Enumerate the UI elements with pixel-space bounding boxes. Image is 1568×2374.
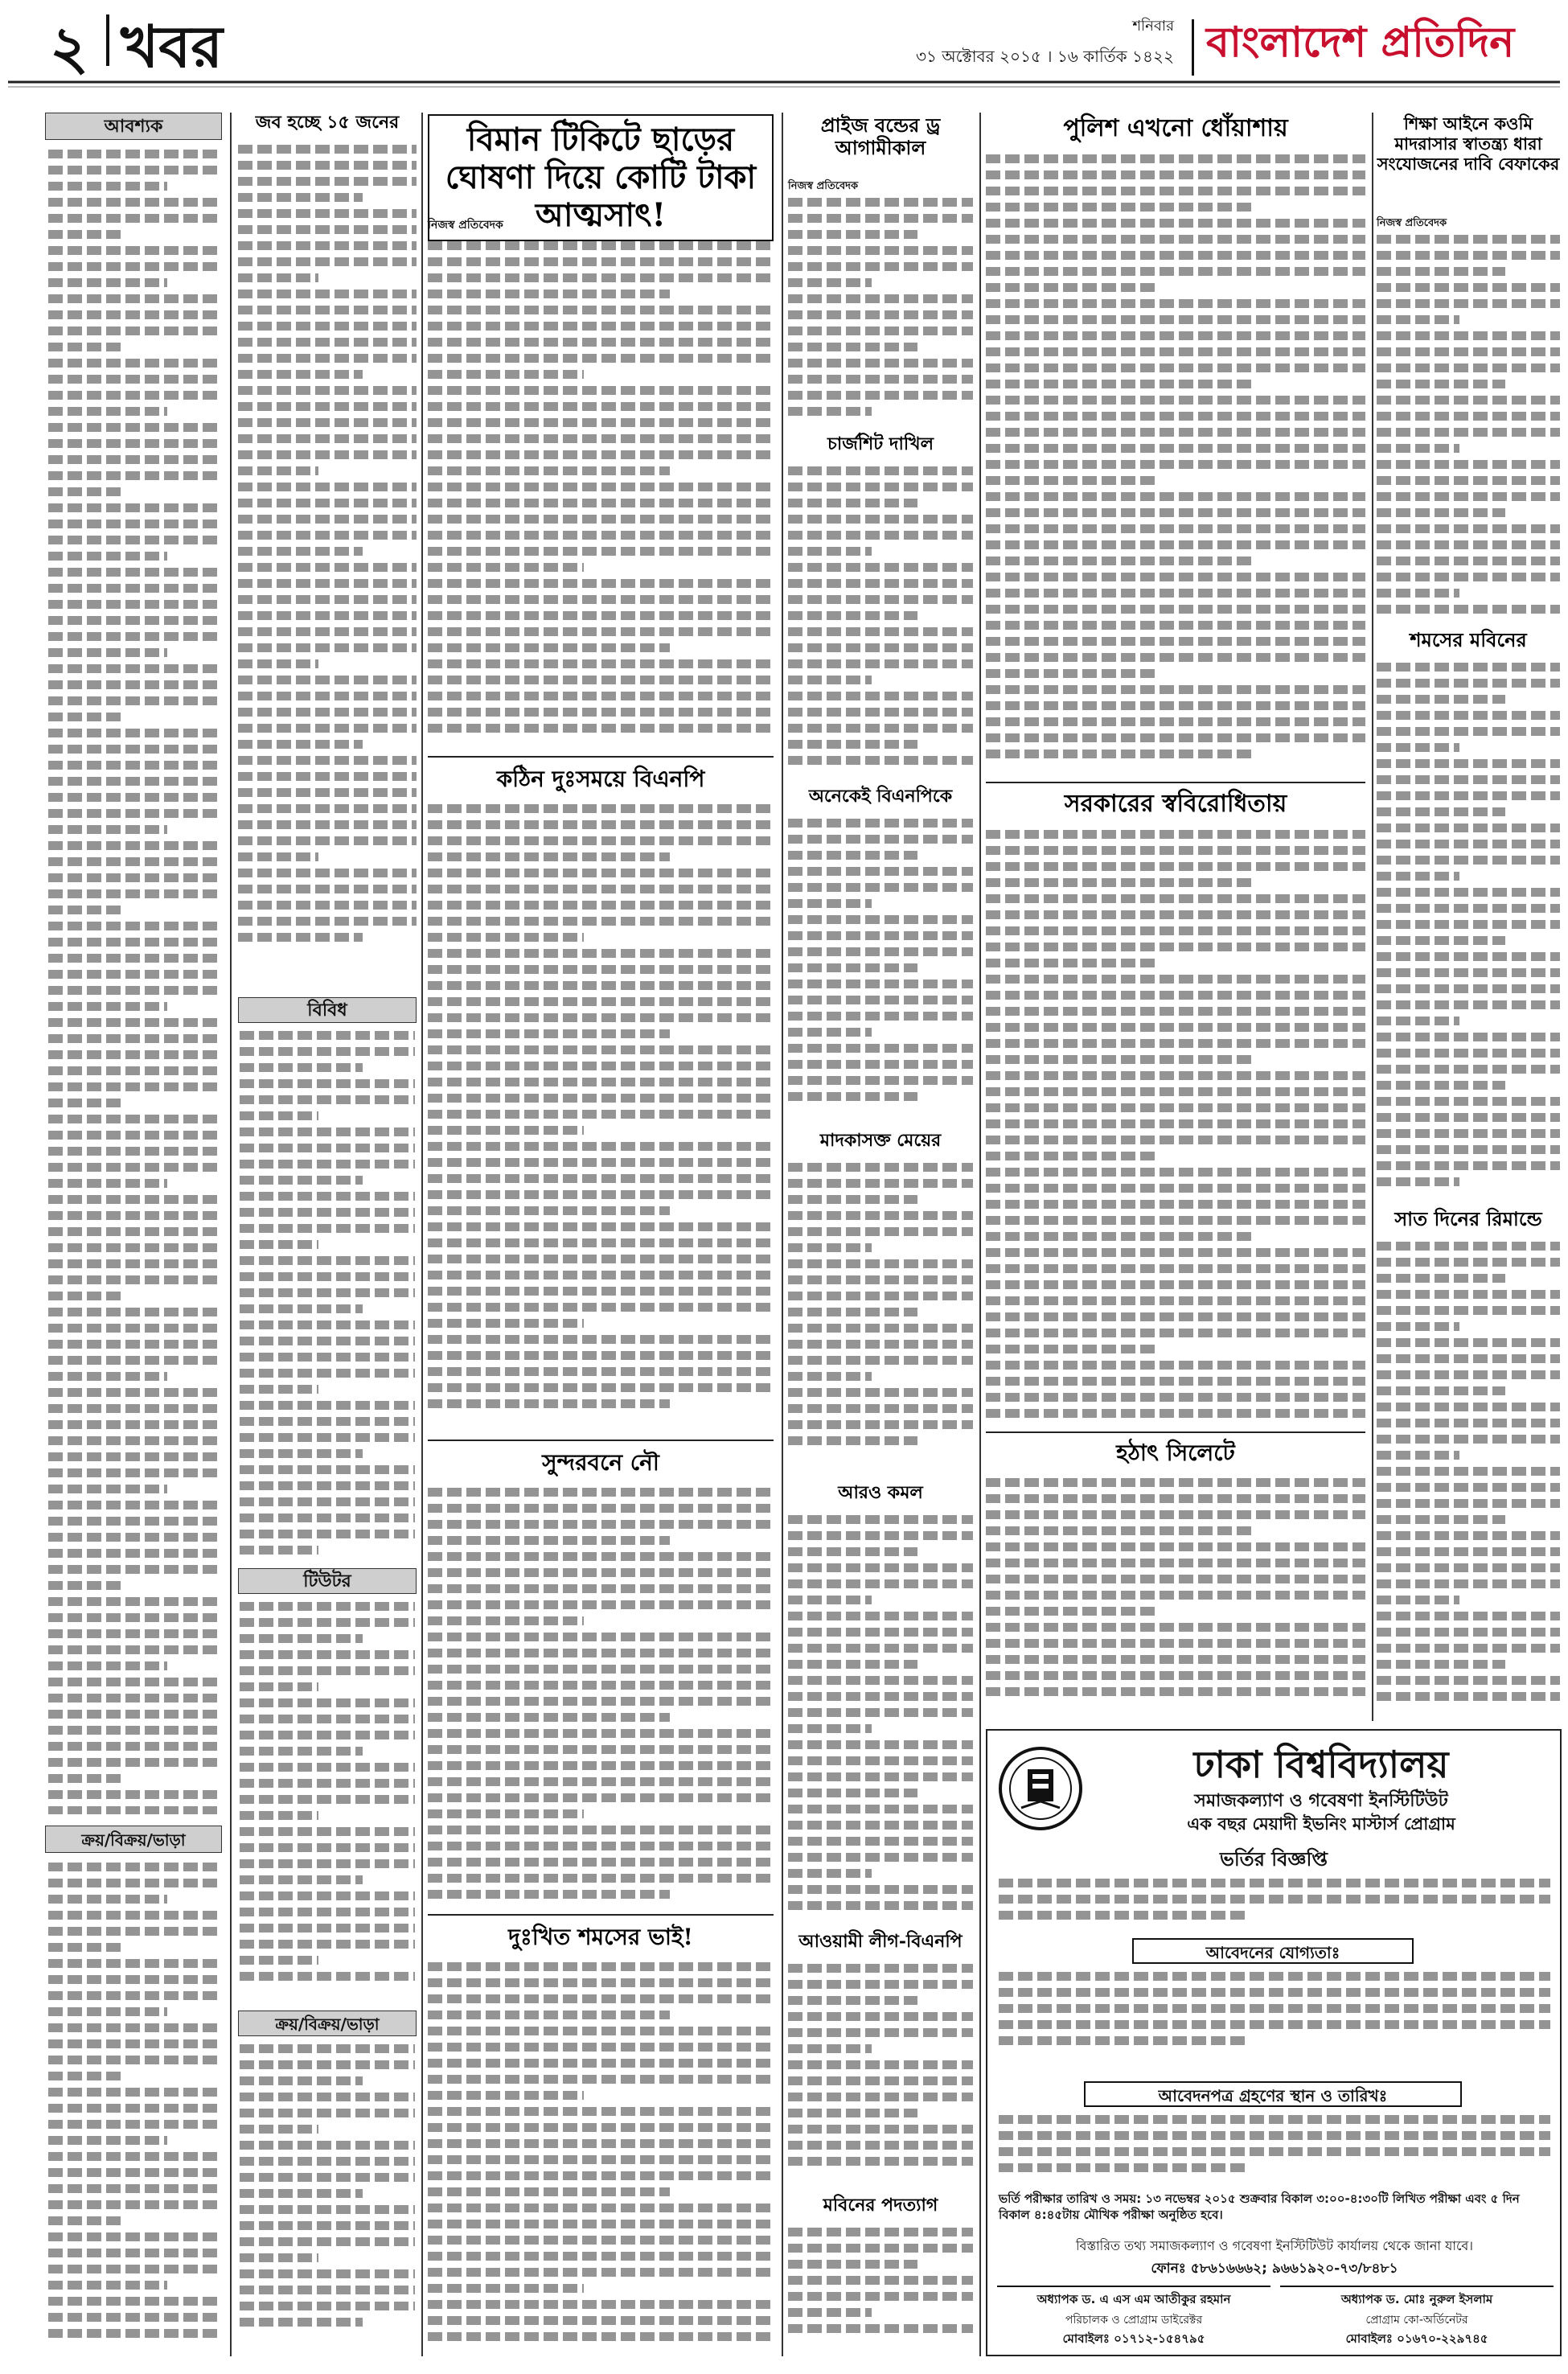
- more-arrests-body: [788, 1515, 973, 1925]
- resignation-body: [788, 2228, 973, 2356]
- misc-classifieds: [238, 997, 417, 2356]
- qawmi-column: [1377, 113, 1560, 1721]
- story-separator: [428, 1440, 774, 1441]
- remand-headline: সাত দিনের রিমান্ডে: [1394, 1207, 1542, 1230]
- masthead: [0, 0, 1568, 88]
- prize-bond-column: [788, 113, 973, 2356]
- contact-coordinator-role: প্রোগ্রাম কো-অর্ডিনেটর: [1365, 2314, 1468, 2327]
- classified-tutor-text: [240, 1602, 415, 2004]
- admission-notice-title: ভর্তির বিজ্ঞপ্তি: [1219, 1847, 1328, 1871]
- police-story: [986, 113, 1365, 1721]
- air-ticket-body: [428, 241, 774, 748]
- qawmi-body: [1377, 235, 1560, 621]
- contact-coordinator: [1280, 2286, 1554, 2350]
- police-headline: পুলিশ এখনো ধোঁয়াশায়: [1063, 114, 1288, 142]
- sylhet-body: [986, 1478, 1365, 1711]
- condolence-headline: দুঃখিত শমসের ভাই!: [508, 1924, 693, 1950]
- phone-numbers: ফোনঃ ৫৮৬১৬৬৬২; ৯৬৬১৯২০-৭৩/৮৪৮১: [1151, 2261, 1398, 2277]
- classified-misc-text: [240, 1031, 415, 1562]
- sundarban-body: [428, 1488, 774, 1906]
- story-separator: [986, 1431, 1365, 1433]
- shamsher-headline: শমসের মবিনের: [1410, 628, 1527, 651]
- column-divider: [230, 113, 232, 2356]
- application-text: [999, 2115, 1550, 2187]
- bnp-body: [428, 804, 774, 1431]
- drug-girl-body: [788, 1163, 973, 1477]
- prize-bond-byline: নিজস্ব প্রতিবেদক: [788, 180, 859, 192]
- column-divider: [1372, 113, 1373, 1721]
- program-name: এক বছর মেয়াদী ইভনিং মাস্টার্স প্রোগ্রাম: [1187, 1814, 1455, 1834]
- column-divider: [782, 113, 783, 2356]
- sundarban-headline: সুন্দরবনে নৌ: [542, 1449, 659, 1476]
- govt-contradiction-headline: সরকারের স্ববিরোধিতায়: [1064, 790, 1287, 818]
- story-separator: [986, 782, 1365, 783]
- resignation-headline: মবিনের পদত্যাগ: [823, 2195, 938, 2216]
- page-divider-bar: [106, 14, 109, 66]
- drug-girl-headline: মাদকাসক্ত মেয়ের: [819, 1130, 942, 1151]
- remand-body: [1377, 1242, 1560, 1716]
- govt-contradiction-body: [986, 830, 1365, 1425]
- classified-header-buysell-2: ক্রয়/বিক্রয়/ভাড়া: [238, 2011, 417, 2036]
- contact-coordinator-name: অধ্যাপক ড. মোঃ নুরুল ইসলাম: [1340, 2292, 1493, 2306]
- classified-header-tutor: টিউটর: [238, 1568, 417, 1594]
- paper-logo: বাংলাদেশ প্রতিদিন: [1206, 18, 1515, 67]
- classified-header-buysell: ক্রয়/বিক্রয়/ভাড়া: [45, 1826, 222, 1853]
- classified-buysell2-text: [240, 2044, 415, 2350]
- qualification-text: [999, 1972, 1550, 2076]
- classified-header-wanted: আবশ্যক: [45, 113, 222, 140]
- column-divider: [421, 113, 423, 2356]
- police-body: [986, 154, 1365, 774]
- contact-director-name: অধ্যাপক ড. এ এস এম আতীকুর রহমান: [1036, 2292, 1231, 2306]
- jobs-headline: জব হচ্ছে ১৫ জনের: [255, 112, 400, 133]
- air-ticket-byline: নিজস্ব প্রতিবেদক: [428, 219, 503, 232]
- details-note: বিস্তারিত তথ্য সমাজকল্যাণ ও গবেষণা ইনস্টিটিউট কার্যালয় থেকে জানা যাবে।: [1075, 2238, 1474, 2253]
- story-separator: [428, 756, 774, 758]
- qawmi-headline: শিক্ষা আইনে কওমি মাদরাসার স্বাতন্ত্র্য ধারা সংযোজনের দাবি বেফাকের: [1377, 113, 1560, 174]
- contact-director-mobile: মোবাইলঃ ০১৭১২-১৫৪৭৯৫: [1062, 2331, 1205, 2346]
- masthead-divider: [1192, 19, 1194, 76]
- air-ticket-story: [428, 113, 774, 2356]
- application-heading: আবেদনপত্র গ্রহণের স্থান ও তারিখঃ: [1084, 2081, 1462, 2107]
- prize-bond-headline: প্রাইজ বন্ডের ড্র আগামীকাল: [820, 113, 941, 160]
- classified-wanted-text: [48, 150, 219, 1814]
- masthead-rule: [0, 79, 1568, 90]
- prize-bond-body: [788, 198, 973, 431]
- bnp-headline: কঠিন দুঃসময়ে বিএনপি: [496, 766, 705, 792]
- contact-coordinator-mobile: মোবাইলঃ ০১৬৭০-২২৯৭৪৫: [1345, 2331, 1488, 2346]
- classified-header-misc: বিবিধ: [238, 997, 417, 1023]
- du-admission-ad: [986, 1729, 1562, 2356]
- sylhet-headline: হঠাৎ সিলেটে: [1116, 1440, 1235, 1466]
- masthead-date: ৩১ অক্টোবর ২০১৫ । ১৬ কার্তিক ১৪২২: [915, 47, 1174, 66]
- masthead-day: শনিবার: [1132, 18, 1174, 35]
- column-divider: [979, 113, 981, 2356]
- page-number: ২: [50, 14, 89, 83]
- jobs-article: [238, 113, 417, 989]
- contact-director-role: পরিচালক ও প্রোগ্রাম ডাইরেক্টর: [1065, 2314, 1203, 2327]
- section-title: খবর: [121, 12, 223, 80]
- qualification-heading: আবেদনের যোগ্যতাঃ: [1132, 1938, 1414, 1964]
- classified-buysell-text: [48, 1863, 219, 2345]
- more-arrests-headline: আরও কমল: [838, 1482, 923, 1503]
- institute-name: সমাজকল্যাণ ও গবেষণা ইনস্টিটিউট: [1194, 1791, 1448, 1811]
- university-seal-icon: [997, 1745, 1084, 1832]
- classified-column: [45, 113, 222, 2356]
- university-name: ঢাকা বিশ্ববিদ্যালয়: [1193, 1743, 1449, 1786]
- many-bnp-body: [788, 819, 973, 1124]
- chargesheet-headline: চার্জশিট দাখিল: [827, 433, 934, 454]
- shamsher-body: [1377, 663, 1560, 1201]
- many-bnp-headline: অনেকেই বিএনপিকে: [808, 786, 953, 807]
- story-separator: [428, 1914, 774, 1916]
- awami-bnp-body: [788, 1964, 973, 2189]
- exam-schedule: ভর্তি পরীক্ষার তারিখ ও সময়: ১৩ নভেম্বর ২০১৫ শুক্রবার বিকাল ৩:০০-৪:৩০টি লিখিত পরীক্ষা এবং ৫ দিন বিকাল ৪:৪৫টায় মৌখিক পরীক্ষা অনুষ্ঠিত হবে।: [999, 2191, 1520, 2223]
- air-ticket-headline: বিমান টিকিটে ছাড়ের ঘোষণা দিয়ে কোটি টাকা আত্মসাৎ!: [428, 114, 774, 241]
- admission-intro-text: [999, 1879, 1550, 1935]
- jobs-body: [238, 145, 417, 981]
- condolence-body: [428, 1962, 774, 2348]
- chargesheet-body: [788, 466, 973, 780]
- awami-bnp-headline: আওয়ামী লীগ-বিএনপি: [798, 1931, 963, 1952]
- contact-director: [997, 2286, 1270, 2350]
- qawmi-byline: নিজস্ব প্রতিবেদক: [1377, 217, 1447, 229]
